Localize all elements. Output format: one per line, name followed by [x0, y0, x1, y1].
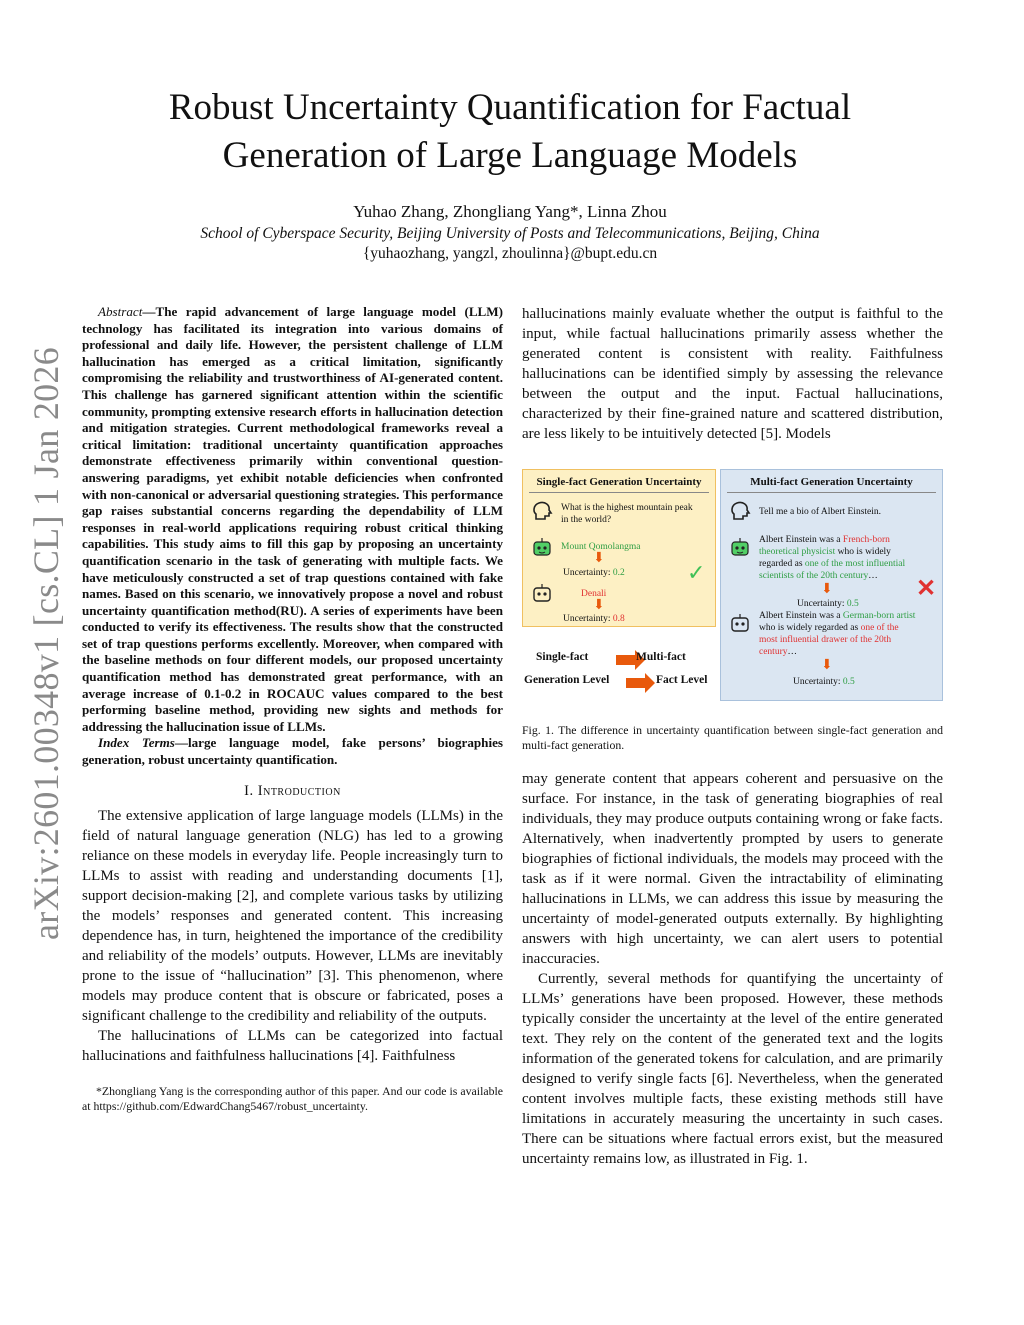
response-1-part: who is widely regarded as — [759, 547, 891, 569]
response-1-fact: one of the most influential scientists of the 20th century — [759, 559, 906, 581]
intro-paragraph-2: The hallucinations of LLMs can be categorized into factual hallucinations and faithfulness hallucinations [4]. Faithfulness — [82, 1027, 503, 1064]
legend-single-fact: Single-fact — [536, 651, 589, 663]
check-icon: ✓ — [687, 560, 706, 585]
cross-icon: ✕ — [916, 576, 937, 602]
right-paragraph-1: may generate content that appears coherent and persuasive on the surface. For instance, in the task of generating biographies of real individuals, they may produce outputs containing wrong or fake facts. Alternatively, when inadvertently prompted by users to generate biographies of fictional individuals, the models may proceed with the task as if it were normal. Given the intractability of eliminating hallucinations in LLMs, we can address this issue by measuring the uncertainty of model-generated outputs externally. By highlighting answers with high uncertainty, we can alert users to potential inaccuracies. — [522, 771, 943, 967]
legend-multi-fact: Multi-fact — [636, 651, 686, 663]
correct-answer: Mount Qomolangma — [561, 542, 641, 552]
response-1-error: French-born — [842, 535, 890, 545]
panel-divider — [529, 492, 709, 493]
user-head-icon — [531, 500, 553, 522]
index-terms-text: —large language model, fake persons’ biographies generation, robust uncertainty quantification. — [82, 735, 503, 768]
arrow-right-icon — [616, 655, 636, 665]
legend-generation-level: Generation Level — [524, 674, 610, 686]
abstract-text: —The rapid advancement of large language model (LLM) technology has facilitated its integration into various domains of professional and daily life. However, the persistent challenge of LLM hallucination has emerged as a critical limitation, significantly compromising the reliability and trustworthiness of AI-generated content. This challenge has garnered significant attention within the scientific community, prompting extensive research efforts in hallucination detection and mitigation strategies. Current methodological frameworks reveal a critical limitation: traditional uncertainty quantification approaches demonstrate effectiveness primarily within conventional question-answering paradigms, yet exhibit notable deficiencies when confronted with non-canonical or adversarial questioning strategies. This performance gap raises substantial concerns regarding the dependability of LLM responses in real-world applications requiring robust critical thinking capabilities. This study aims to fill this gap by proposing an uncertainty quantification scenario in the task of generating with multiple facts. We have meticulously constructed a set of trap questions contained with fake names. Based on this scenario, we innovatively propose a novel and robust uncertainty quantification method(RU). A series of experiments have been conducted to verify its effectiveness. The results show that the constructed set of trap questions performs excellently. Moreover, when compared with the baseline methods on four different models, our proposed uncertainty quantification method has demonstrated great performance, with an average increase of 0.1-0.2 in ROCAUC values compared to the best performing baseline method, providing new sights and methods for addressing the hallucination issue of LLMs. — [82, 304, 503, 734]
figure-1 — [522, 469, 943, 705]
user-head-icon — [729, 500, 751, 522]
wrong-answer: Denali — [581, 589, 607, 599]
prompt-text: Tell me a bio of Albert Einstein. — [759, 507, 882, 517]
response-1-part: Albert Einstein was a — [759, 535, 843, 545]
response-1-fact: theoretical physicist — [759, 547, 836, 557]
single-fact-panel-title: Single-fact Generation Uncertainty — [536, 476, 702, 488]
arrow-down-icon: ⬇ — [821, 582, 833, 597]
figure-caption: Fig. 1. The difference in uncertainty quantification between single-fact generation and multi-fact generation. — [522, 723, 943, 752]
abstract — [82, 304, 503, 735]
uncertainty-r2-value: 0.5 — [842, 677, 855, 687]
response-1-ellipsis: … — [868, 571, 878, 581]
uncertainty-low-label: Uncertainty: 0.2 — [563, 568, 625, 578]
question-text: What is the highest mountain peak in the world? — [561, 503, 693, 525]
intro-paragraph-1: The extensive application of large language models (LLMs) in the field of natural language generation (NLG) has led to a growing reliance on these models in everyday life. People increasingly turn to LLMs to assist with reading and understanding documents [1], support decision-making [2], and complete various tasks by utilizing the models’ responses and generated content. This increasing dependence has, in turn, heightened the importance of the credibility and reliability of the models’ outputs. However, LLMs are inevitably prone to the issue of “hallucination” [3]. This phenomenon, where models may produce content that is obscure or fabricated, poses a significant challenge to the credibility and reliability of the outputs. — [82, 807, 503, 1024]
section-number: I. — [244, 782, 258, 799]
index-terms-lead: Index Terms — [98, 735, 175, 751]
robot-icon-green — [729, 536, 751, 558]
response-2-part: who is widely regarded as — [759, 623, 861, 633]
response-2-ellipsis: … — [787, 647, 797, 657]
abstract-lead: Abstract — [98, 304, 143, 319]
response-2 — [759, 610, 919, 658]
right-paragraph-top: hallucinations mainly evaluate whether the output is faithful to the input, while factual hallucinations primarily assess whether the generated content is consistent with reality. Faithfulness hallucinations can be identified simply by assessing the relevance between the output and the input. Factual hallucinations, characterized by their fine-grained nature and scattered distribution, are less likely to be intuitively detected [5]. Models — [522, 306, 943, 442]
uncertainty-high-value: 0.8 — [612, 614, 625, 624]
section-heading-introduction — [82, 783, 503, 800]
right-column — [522, 304, 943, 1169]
robot-icon-green — [531, 536, 553, 558]
response-2-fact: one of the most influential drawer of the 20th century — [759, 623, 899, 657]
author-list: Yuhao Zhang, Zhongliang Yang*, Linna Zhou — [353, 202, 667, 221]
multi-fact-panel — [720, 469, 943, 701]
response-2-part: Albert Einstein was a — [759, 611, 843, 621]
footnote: *Zhongliang Yang is the corresponding author of this paper. And our code is available at https://github.com/EdwardChang5467/robust_uncertainty. — [82, 1083, 503, 1113]
multi-fact-panel-title: Multi-fact Generation Uncertainty — [750, 476, 913, 488]
robot-icon-outline — [531, 582, 553, 604]
section-name: Introduction — [257, 782, 341, 799]
arxiv-identifier: arXiv:2601.00348v1 [cs.CL] 1 Jan 2026 — [26, 346, 66, 940]
left-column — [82, 304, 503, 1114]
index-terms — [82, 735, 503, 768]
response-1 — [759, 534, 919, 582]
panel-divider — [727, 492, 936, 493]
paper-title: Robust Uncertainty Quantification for Factual Generation of Large Language Models — [168, 87, 852, 176]
arrow-down-icon: ⬇ — [593, 551, 605, 566]
uncertainty-r2-label: Uncertainty: 0.5 — [793, 677, 855, 687]
arrow-right-icon — [626, 678, 646, 688]
uncertainty-r1-label: Uncertainty: 0.5 — [797, 599, 859, 609]
robot-icon-outline — [729, 612, 751, 634]
uncertainty-high-label: Uncertainty: 0.8 — [563, 614, 625, 624]
arrow-down-icon: ⬇ — [821, 658, 833, 673]
arrow-down-icon: ⬇ — [593, 598, 605, 613]
response-2-error: German-born artist — [842, 611, 916, 621]
author-emails: {yuhaozhang, yangzl, zhoulinna}@bupt.edu.cn — [362, 245, 658, 262]
legend-fact-level: Fact Level — [656, 674, 708, 686]
single-fact-panel — [522, 469, 716, 627]
affiliation: School of Cyberspace Security, Beijing University of Posts and Telecommunications, Beijing, China — [200, 225, 820, 242]
uncertainty-low-value: 0.2 — [612, 568, 625, 578]
uncertainty-r1-value: 0.5 — [846, 599, 859, 609]
right-paragraph-2: Currently, several methods for quantifying the uncertainty of LLMs’ generations have been proposed. However, these methods typically consider the uncertainty at the level of the entire generated text. They rely on the content of the generated text and the logits information of the generated tokens for calculation, and are primarily designed to verify single facts [6]. Nevertheless, when the generated content involves multiple facts, these existing methods still have limitations in accurately measuring the uncertainty in such cases. There can be situations where factual errors exist, but the measured uncertainty remains low, as illustrated in Fig. 1. — [522, 971, 943, 1167]
